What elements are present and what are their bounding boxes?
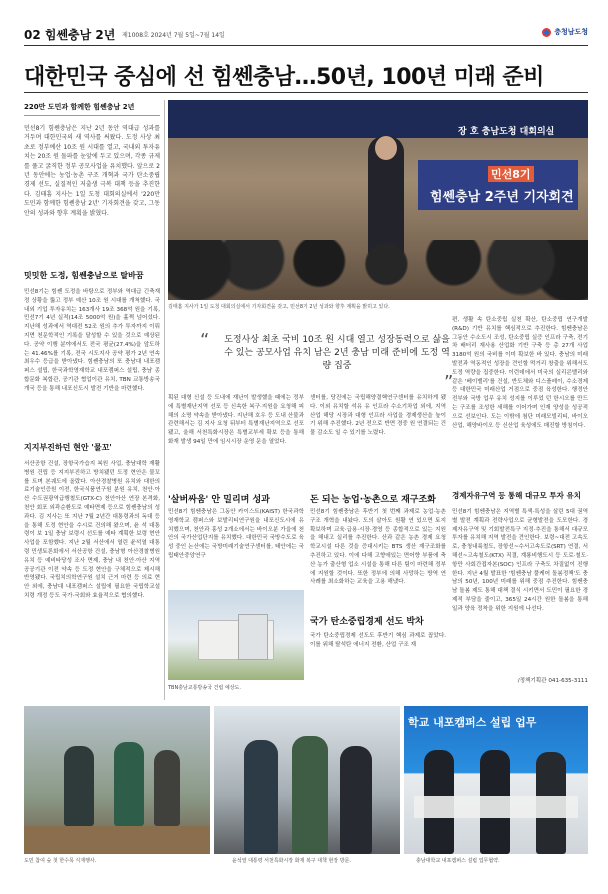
mid-body-1: 획된 대형 신설 등 도내에 재난이 발생했을 때에는 정부에 특별재난지역 선포 등 신속한 복구·지원을 요청해 피해의 소명 약속을 받아냈다. 지난해 호우 등 도내 산불과 관련해서는 김 지사 요청 뒤부터 특별재난지역으로 선포됐고, 울해 서천특화시장은 특별교부세 확보 등을 통해 화재 발생 94일 만에 임시시장 운영 문을 열었다.	[168, 395, 304, 445]
logo: 충청남도청	[542, 27, 588, 37]
right-body-1: 편, 생활 속 탄소중립 실천 확산, 탄소중립 연구개발(R&D) 기반 유치를 핵심적으로 추진한다. 힘쎈충남은 그동안 수소도시 조성, 탄소중립 실증 인프라 구축, 전기차 배터리 재사용 산업화 기반 구축 등 총 27개 사업 3180억 원의 국비를 이미 확보한 바 있다. 충남의 미래 발전과 역동적인 성장을 견인할 먹거리 창출을 위해서도 도정 역량을 집중한다. 이런데에서 미국의 실리콘밸리와 같은 '베이밸리'를 건설, 반도체와 디스플레이, 수소경제 등 대한민국 미래산업 거점으로 중점 육성한다. 행정안전부와 국방 업무 유치 성지를 이루었 던 한시오를 만드는 구조를 조성한 새해를 이어가며 인재 양성을 성공적으로 선보인다. 도는 이밖에 첨단 미래모빌리티, 바이오산업, 해양바이오 등 신산업 육성에도 매진할 방침이다.	[452, 317, 588, 429]
page-label: 02 힘쎈충남 2년	[24, 28, 116, 42]
bottom-caption-2: 윤석열 대통령 서천특화시장 화재 복구 대책 현장 방문.	[232, 858, 351, 864]
column-divider	[164, 100, 165, 700]
bottom-photo-3	[404, 706, 588, 854]
logo-icon	[542, 28, 551, 37]
left-body-2: 서산공항 건설, 장항국가습지 복원 사업, 충남대학 재활병원 건립 등 지지부진하고 방치됐던 도정 현안은 물꼬를 트며 본궤도에 올랐다. 아산경찰병원 유치와 대한의료기술인증원 이전, 한국식품연구원 분원 유치, 천안·아산 수도권광역급행철도(GTX-C) 천안아산 연장 본격화, 천안 회포 외곽순환도로 예타면제 등으로 힘쎈충남의 성과다. 김 지사는 또 지난 7월 2년간 대통령과의 독대 등을 통해 도정 현안을 수시로 건의해 왔으며, 윤 석 대통령이 보 1일 충남 보령시 선도를 예타 계획한 보령 현안사업을 포함했다. 지난 2월 서산에서 열린 윤석열 대통령 민생토론회에서 서산공항 건설, 충남형 아산경찰병원 유치 등 예비타당성 조사 면제, 충남 내 천안·아산 지역 공공기관 이전 약속 등 도정 현안을 구체적으로 제시해 반영됐다. 국립치의학연구원 설치 근거 마련 등 의료 현안 외에, 충남대 내포캠퍼스 설립에 필요한 국립학교설치령 개정 등도 국가·국회와 효율적으로 협의했다.	[24, 461, 160, 599]
section-title-6: 경제자유구역 등 통해 대규모 투자 유치	[452, 491, 581, 500]
audience-heads	[168, 240, 588, 300]
speaker-head	[375, 136, 397, 160]
tbn-caption: TBN충남교통방송국 건립 예상도.	[168, 685, 241, 691]
podium-banner-text-1: 민선8기	[488, 166, 534, 182]
mid-body-2: 민선8기 힘쎈충남은 그동안 카이스트(KAIST) 한국과학영재학교 캠퍼스와 보발리티연구원을 내포신도시에 유치했으며, 천안과 홍성 2개소에서는 바이오분 가을에 천안의 국가산업단지를 유치했다. 대한민국 국방수도로 육성 중인 논산에는 국방미래기술연구센터를, 태안에는 국립태안중앙연구	[168, 509, 304, 559]
bottom-photo-1	[24, 706, 210, 854]
section-title-1: 밋밋한 도정, 힘쎈충남으로 탈바꿈	[24, 271, 144, 280]
mid-body-4: 민선8기 힘쎈충남은 후반기 첫 번째 과제로 농업·농촌 구조 개혁을 내놨다. 도의 살아도 원활 연 있으면 토지 확보하며 교육·급용·시장·경영 등 종합적으로 있는 지원을 해내고 실리를 추진한다. 산과 같은 농촌 경제 요청 학교시설 다른 것을 증대시키는 BTS 생산 재구조화를 추진하고 있다. 이에 다해 고향에있는 면어향 부품에 축산 농가 출산형 업소 시설을 통해 다른 팀이 마련해 정부에 지원할 것이다. 또한 정부에 의해 사망하는 방역 연 사례를 최소화하는 교육을 고용 해냈다.	[310, 509, 446, 586]
page-header	[24, 26, 588, 42]
pull-quote: 도정사상 최초 국비 10조 원 시대 열고 성장동력으로 삶을 수 있는 공모사업 유치 남은 2년 충남 미래 준비에 도정 역량 집중	[224, 335, 450, 371]
section-title-3: '살버싸움' 안 밀리며 성과	[168, 495, 270, 505]
left-body-1: 민선8기는 힘쎈 도정을 바탕으로 정부와 역대급 긴축재정 상황을 뚫고 정부 예산 10조 원 시대를 개척했다. 국내외 기업 투자유치는 163개사 19조 368억 원을 기록, 민선7기 4년 실적(14조 5000억 원)을 훌쩍 넘어섰다. 지난해 성과에서 역대전 52조 원의 추가 투자까지 이뤄지면 천문학적인 기록을 달성할 수 있을 것으로 예상된다. 공약 이행 분야에서도 전국 평균(27.4%)을 앞도하는 41.46%를 기록, 전국 시도지사 공약 평가 2년 연속 최우수 등급을 받아냈다. 힘쎈충남의 또 충남대 내포캠퍼스 설립, 한국과학영재학교 내포캠퍼스 설립, 충남 종합문화 복합관, 공기관 협업이관 유치, TBN 교통방송국 개국 등을 통해 내포신도시 발전 기반을 마련했다.	[24, 289, 160, 392]
main-photo	[168, 100, 588, 300]
tbn-rendering-photo	[168, 590, 304, 680]
header-rule	[24, 45, 588, 46]
photo-banner-top-text: 장 호 충남도청 대회의실	[458, 127, 555, 137]
main-photo-caption: 김태흠 지사가 1일 도청 대회의실에서 기자회견을 갖고, 민선8기 2년 성과와 향후 계획을 밝히고 있다.	[168, 304, 390, 310]
headline: 대한민국 중심에 선 힘쎈충남…50년, 100년 미래 준비	[24, 65, 544, 90]
byline: /정책기획관 041-635-3111	[517, 678, 588, 684]
left-sub-title: 220만 도민과 함께한 힘쎈충남 2년	[24, 102, 160, 116]
section-title-2: 지지부진하던 현안 '물꼬'	[24, 443, 112, 452]
section-title-4: 돈 되는 농업·농촌으로 재구조화	[310, 495, 436, 505]
issue-info: 제1008호 2024년 7월 5일~7월 14일	[122, 32, 225, 39]
bottom-caption-1: 도민 참여 숲 첫 한수목 식재행사.	[24, 858, 97, 864]
mid-body-3: 센터를, 당진에는 국립해양결핵연구센터를 유치하게 됐다. 이외 유치할 석유 유 인프라 수소기차업 외에, 지역 산업 해당 시장과 대형 인프라 사업을 경제생산을 높이기 위해 추진했다. 2년 전으로 반면 경중 원 연결되는 건물 감소도 일 수 있기를 노렸다.	[310, 395, 446, 437]
headline-rule	[24, 92, 588, 93]
right-body-2: 민선8기 힘쎈충남은 지역별 특색·특성을 살린 5대 권역별 발전 계획과 전략사업으로 균형발전을 도모한다. 경제자유구역 및 기회발전특구 지정·추진을 통해서 대규모 투자를 유치해 지역 발전을 견인한다. 보령~대전 고속도로, 충청내륙철도, 장항선~수서고속도로(SRT) 연결, 서해선~고속철도(KTX) 직결, 계룡비행도시 등 도로·철도·항만 사회간접자본(SOC) 인프라 구축도 차질없이 진행한다. 지난 4월 발표한 '힘쎈충남 풀케어 돌봄정책'도 충남의 50년, 100년 미래를 위해 중점 추진한다. 힘쎈충남 돌봄 제도 통해 대책 결식 시키면서 도민이 필요한 경제적 부담을 줄이고, 365일 24시간 원한 돌봄을 통해 일과 양육 정착을 위한 지원에 나선다.	[452, 509, 588, 612]
quote-close-icon: ”	[444, 372, 454, 393]
bottom-photo-2	[214, 706, 400, 854]
quote-open-icon: “	[200, 330, 210, 351]
bottom-caption-3: 충남대학교 내포캠퍼스 설립 업무협약.	[416, 858, 500, 864]
mid-body-5: 국가 탄소중립경제 선도도 후반기 핵심 과제로 꼽았다. 이를 위해 탈석탄 에너지 전환, 산업 구조 재	[310, 633, 446, 648]
left-intro: 민선8기 힘쎈충남은 지난 2년 동안 역대급 성과를 거두며 대한민국의 새 역사를 써왔다. 도정 사상 최초로 정부예산 10조 원 시대를 열고, 국내외 투자유치는 20조 원 돌파를 눈앞에 두고 있으며, 각종 규제를 풀고 굵직한 정부 공모사업을 유치했다. 앞으로 2년 동안에는 농업·농촌 구조 개혁과 국가 탄소중립 경제 선도, 실질적인 저출생 극복 대책 등을 추진한다. 김태흠 지사는 1일 도청 대회의실에서 '220만 도민과 함께한 힘쎈충남 2년' 기자회견을 갖고, 그동안의 성과와 향후 계획을 밝혔다.	[24, 125, 160, 217]
podium-banner-text-2: 힘쎈충남 2주년 기자회견	[430, 190, 574, 205]
bottom-photo-3-banner: 학교 내포캠퍼스 설립 업무	[408, 716, 537, 729]
section-title-5: 국가 탄소중립경제 선도 박차	[310, 617, 424, 627]
